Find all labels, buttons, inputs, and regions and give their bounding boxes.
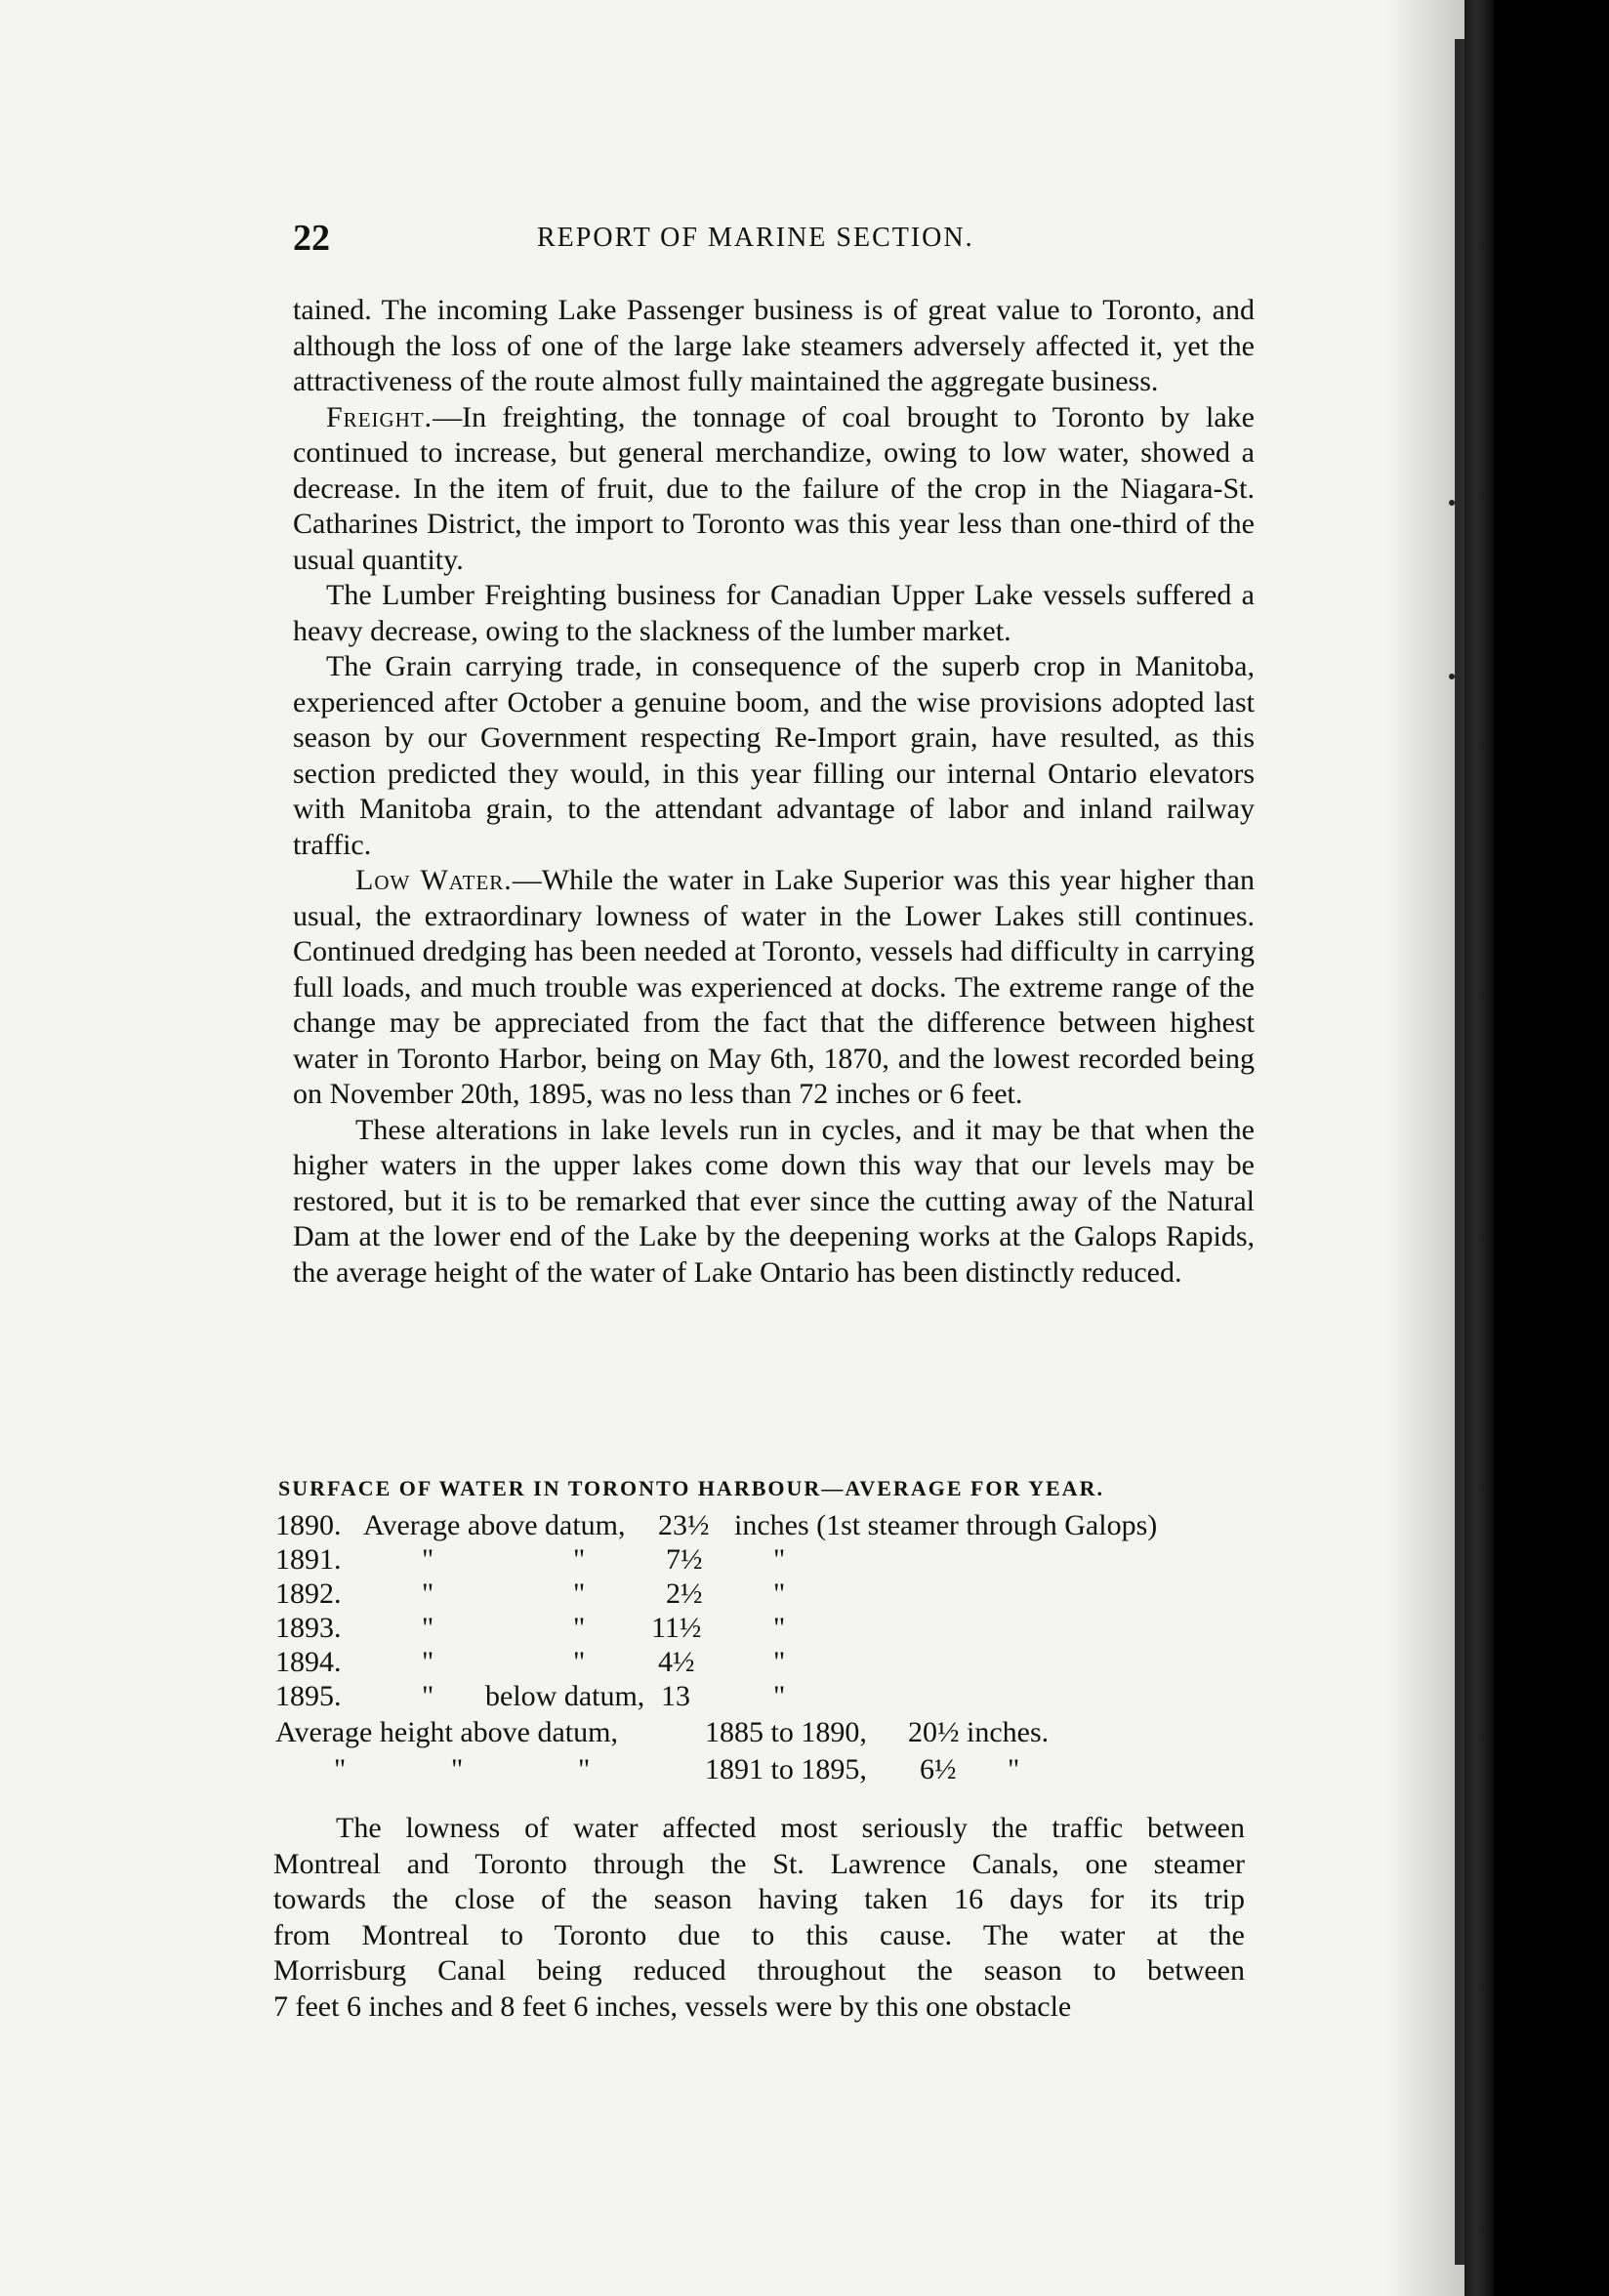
row-ditto: " <box>422 1612 434 1644</box>
page-header <box>293 217 1269 266</box>
row-year: 1892. <box>275 1578 342 1610</box>
table-row <box>275 1611 1261 1645</box>
average-unit: " <box>1008 1753 1020 1785</box>
table-row <box>275 1577 1261 1611</box>
paragraph-low-water <box>293 863 1255 1113</box>
closing-text <box>273 1811 1245 2025</box>
row-label: below datum, <box>485 1680 645 1712</box>
row-value: 7½ <box>666 1543 703 1576</box>
row-unit: inches (1st steamer through Galops) <box>734 1509 1158 1541</box>
row-value: 23½ <box>658 1509 710 1541</box>
row-label: Average above datum, <box>363 1509 626 1541</box>
body-text <box>293 293 1255 1291</box>
average-range: 1891 to 1895, <box>705 1753 867 1785</box>
row-year: 1893. <box>275 1612 342 1644</box>
table-row <box>275 1645 1261 1679</box>
table-row <box>275 1508 1261 1542</box>
average-ditto: " <box>334 1753 347 1785</box>
text-line: Morrisburg Canal being reduced throughout the season to between <box>273 1954 1245 1987</box>
row-unit: " <box>773 1680 786 1712</box>
row-ditto: " <box>573 1543 586 1576</box>
average-ditto: " <box>578 1753 591 1785</box>
average-row <box>275 1715 1261 1752</box>
text-line: from Montreal to Toronto due to this cause. The water at the <box>273 1918 1245 1951</box>
row-ditto: " <box>422 1578 434 1610</box>
row-ditto: " <box>422 1680 434 1712</box>
paragraph-cycles: These alterations in lake levels run in cycles, and it may be that when the higher waters in the upper lakes come down this way that our levels may be restored, but it is to be remarked that ever since the cutting away of the Natural Dam at the lower end of the Lake by the deepening works at the Galops Rapids, the average height of the water of Lake Ontario has been distinctly reduced. <box>293 1113 1255 1289</box>
row-year: 1895. <box>275 1680 342 1712</box>
paragraph-freight <box>293 400 1255 579</box>
running-head: REPORT OF MARINE SECTION. <box>537 223 974 253</box>
book-binding <box>1465 0 1494 2296</box>
paragraph-lumber: The Lumber Freighting business for Canadian Upper Lake vessels suffered a heavy decrease, owing to the slackness of the lumber market. <box>293 579 1255 647</box>
page-number: 22 <box>293 218 330 259</box>
row-unit: " <box>773 1646 786 1678</box>
row-value: 2½ <box>666 1578 703 1610</box>
average-range: 1885 to 1890, <box>705 1716 867 1748</box>
text-line: towards the close of the season having taken 16 days for its trip <box>273 1883 1245 1915</box>
row-year: 1894. <box>275 1646 342 1678</box>
water-level-table <box>275 1508 1261 1789</box>
freight-heading: Freight. <box>326 400 433 433</box>
row-unit: " <box>773 1543 786 1576</box>
closing-paragraph <box>273 1811 1245 2025</box>
low-water-heading: Low Water. <box>355 864 513 896</box>
row-ditto: " <box>573 1612 586 1644</box>
page-gutter-shadow <box>1386 0 1465 2296</box>
row-value: 13 <box>661 1680 690 1712</box>
text-line: 7 feet 6 inches and 8 feet 6 inches, vessels were by this one obstacle <box>273 1989 1072 2023</box>
paragraph-passenger: tained. The incoming Lake Passenger business is of great value to Toronto, and although the loss of one of the large lake steamers adversely affected it, yet the attractiveness of the route almost fully maintained the aggregate business. <box>293 294 1255 397</box>
row-ditto: " <box>422 1646 434 1678</box>
text-line: The lowness of water affected most seriously the traffic between <box>336 1812 1245 1844</box>
average-value: 20½ inches. <box>908 1716 1050 1748</box>
paragraph-grain: The Grain carrying trade, in consequence of the superb crop in Manitoba, experienced after October a genuine boom, and the wise provisions adopted last season by our Government respecting Re-Import grain, have resulted, as this section predicted they would, in this year filling our internal Ontario elevators with Manitoba grain, to the attendant advantage of labor and inland railway traffic. <box>293 650 1255 861</box>
row-year: 1891. <box>275 1543 342 1576</box>
row-ditto: " <box>422 1543 434 1576</box>
row-value: 11½ <box>651 1612 702 1644</box>
average-value: 6½ <box>920 1753 957 1785</box>
table-row <box>275 1679 1261 1713</box>
average-row <box>275 1752 1261 1789</box>
table-row <box>275 1542 1261 1577</box>
average-label: Average height above datum, <box>275 1716 618 1748</box>
page-edge <box>1455 39 1465 2265</box>
text-line: Montreal and Toronto through the St. Lawrence Canals, one steamer <box>273 1847 1245 1880</box>
row-value: 4½ <box>658 1646 695 1678</box>
low-water-text: —While the water in Lake Superior was this year higher than usual, the extraordinary lowness of water in the Lower Lakes still continues. Continued dredging has been needed at Toronto, vessels had difficulty in carrying full loads, and much trouble was experienced at docks. The extreme range of the change may be appreciated from the fact that the difference between highest water in Toronto Harbor, being on May 6th, 1870, and the lowest recorded being on November 20th, 1895, was no less than 72 inches or 6 feet. <box>293 864 1255 1110</box>
row-unit: " <box>773 1612 786 1644</box>
row-unit: " <box>773 1578 786 1610</box>
row-ditto: " <box>573 1578 586 1610</box>
row-year: 1890. <box>275 1509 342 1541</box>
average-ditto: " <box>451 1753 464 1785</box>
table-title: SURFACE OF WATER IN TORONTO HARBOUR—AVERAGE FOR YEAR. <box>278 1476 1104 1500</box>
freight-text: —In freighting, the tonnage of coal brought to Toronto by lake continued to increase, but general merchandize, owing to low water, showed a decrease. In the item of fruit, due to the failure of the crop in the Niagara-St. Catharines District, the import to Toronto was this year less than one-third of the usual quantity. <box>293 400 1255 576</box>
row-ditto: " <box>573 1646 586 1678</box>
